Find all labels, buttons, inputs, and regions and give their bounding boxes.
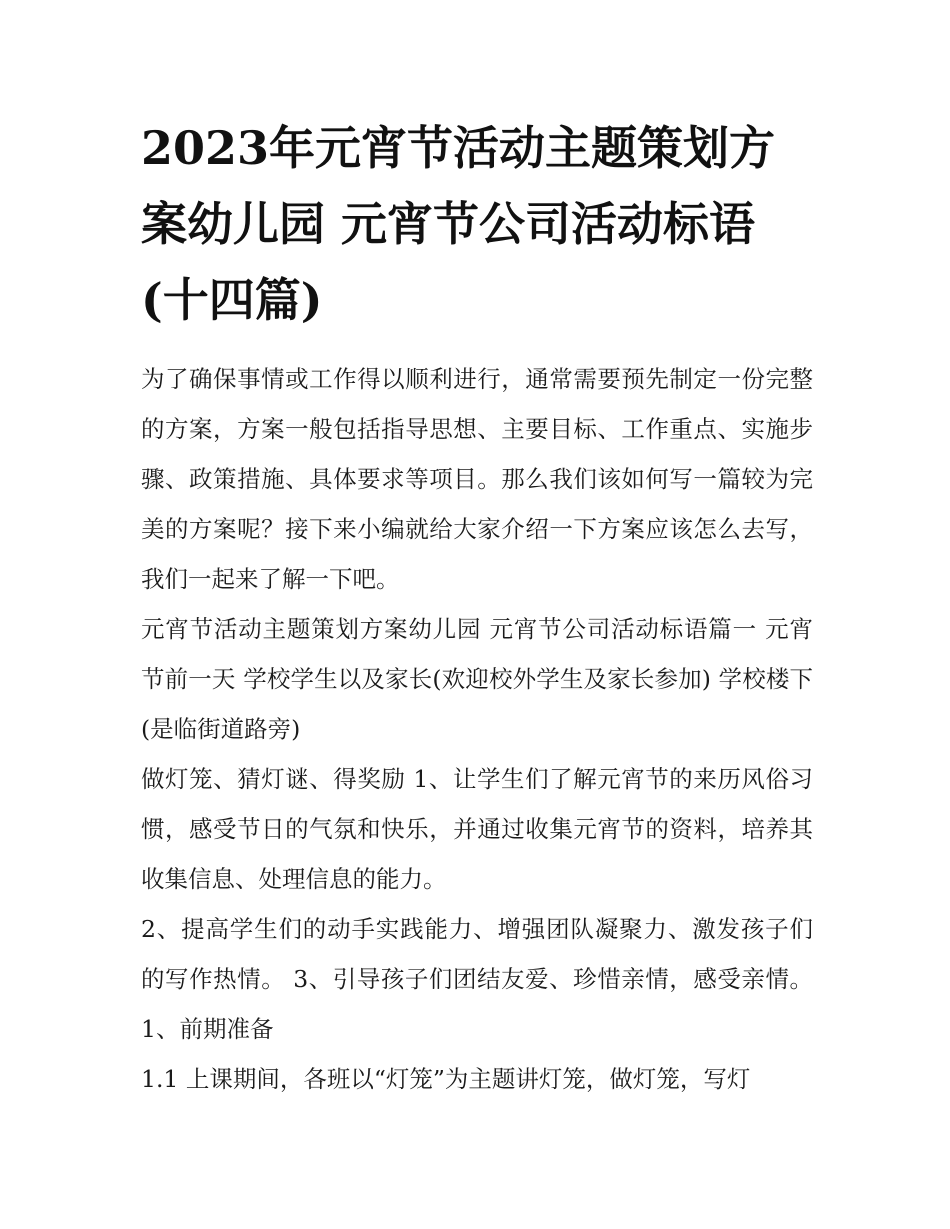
paragraph-preparation: 1.1 上课期间，各班以“灯笼”为主题讲灯笼，做灯笼，写灯 xyxy=(141,1065,751,1093)
paragraph-goals: 2、提高学生们的动手实践能力、增强团队凝聚力、激发孩子们的写作热情。 3、引导孩子们团结友爱、珍惜亲情，感受亲情。 1、前期准备 xyxy=(141,915,813,1043)
paragraph-section-1: 元宵节活动主题策划方案幼儿园 元宵节公司活动标语篇一 元宵节前一天 学校学生以及家长(欢迎校外学生及家长参加) 学校楼下(是临街道路旁) xyxy=(141,615,813,743)
document-title: 2023年元宵节活动主题策划方案幼儿园 元宵节公司活动标语(十四篇) xyxy=(141,121,776,327)
paragraph-activities: 做灯笼、猜灯谜、得奖励 1、让学生们了解元宵节的来历风俗习惯，感受节日的气氛和快乐，并通过收集元宵节的资料，培养其收集信息、处理信息的能力。 xyxy=(141,765,813,893)
paragraph-intro: 为了确保事情或工作得以顺利进行，通常需要预先制定一份完整的方案，方案一般包括指导思想、主要目标、工作重点、实施步骤、政策措施、具体要求等项目。那么我们该如何写一篇较为完美的方案呢？接下来小编就给大家介绍一下方案应该怎么去写，我们一起来了解一下吧。 xyxy=(141,365,813,593)
document-page xyxy=(141,110,813,1104)
